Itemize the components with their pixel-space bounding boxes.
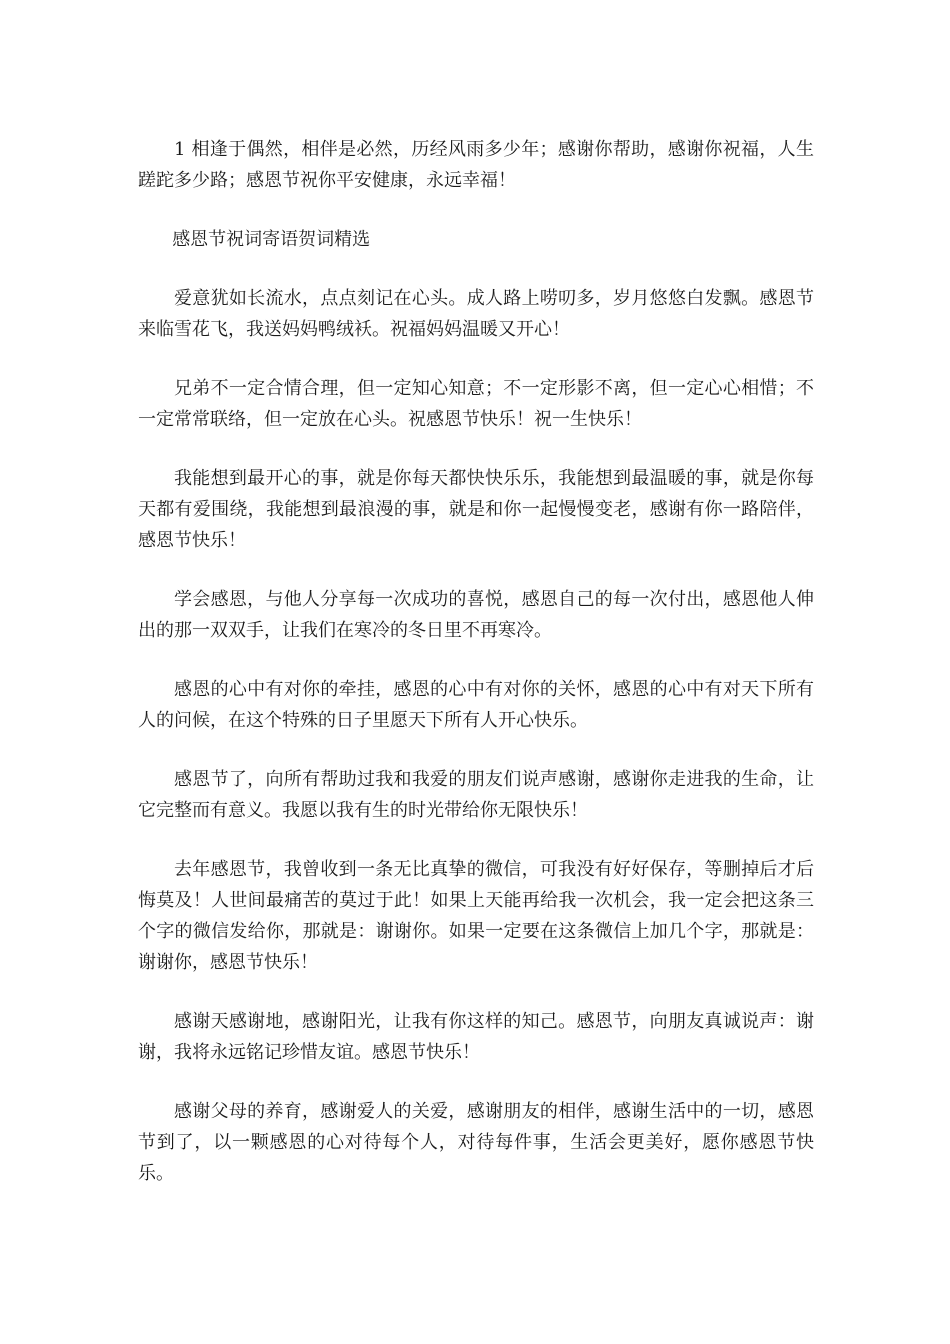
paragraph-8: 去年感恩节，我曾收到一条无比真挚的微信，可我没有好好保存，等删掉后才后悔莫及！人世间最痛苦的莫过于此！如果上天能再给我一次机会，我一定会把这条三个字的微信发给你，那就是：谢谢你。如果一定要在这条微信上加几个字，那就是：谢谢你，感恩节快乐！: [138, 859, 814, 973]
section-heading: 感恩节祝词寄语贺词精选: [172, 229, 371, 250]
paragraph-5: 学会感恩，与他人分享每一次成功的喜悦，感恩自己的每一次付出，感恩他人伸出的那一双双手，让我们在寒冷的冬日里不再寒冷。: [138, 589, 814, 641]
paragraph-10: 感谢父母的养育，感谢爱人的关爱，感谢朋友的相伴，感谢生活中的一切，感恩节到了，以一颗感恩的心对待每个人，对待每件事，生活会更美好，愿你感恩节快乐。: [138, 1101, 814, 1184]
paragraph-9: 感谢天感谢地，感谢阳光，让我有你这样的知己。感恩节，向朋友真诚说声：谢谢，我将永远铭记珍惜友谊。感恩节快乐！: [138, 1011, 814, 1063]
paragraph-1: 1 相逢于偶然，相伴是必然，历经风雨多少年；感谢你帮助，感谢你祝福，人生蹉跎多少路；感恩节祝你平安健康，永远幸福！: [138, 139, 814, 191]
paragraph-4: 我能想到最开心的事，就是你每天都快快乐乐，我能想到最温暖的事，就是你每天都有爱围绕，我能想到最浪漫的事，就是和你一起慢慢变老，感谢有你一路陪伴，感恩节快乐！: [138, 468, 814, 551]
paragraph-6: 感恩的心中有对你的牵挂，感恩的心中有对你的关怀，感恩的心中有对天下所有人的问候，在这个特殊的日子里愿天下所有人开心快乐。: [138, 679, 814, 731]
paragraph-7: 感恩节了，向所有帮助过我和我爱的朋友们说声感谢，感谢你走进我的生命，让它完整而有意义。我愿以我有生的时光带给你无限快乐！: [138, 769, 814, 821]
document-body: [138, 134, 814, 1217]
paragraph-3: 兄弟不一定合情合理，但一定知心知意；不一定形影不离，但一定心心相惜；不一定常常联络，但一定放在心头。祝感恩节快乐！祝一生快乐！: [138, 378, 814, 430]
paragraph-2: 爱意犹如长流水，点点刻记在心头。成人路上唠叨多，岁月悠悠白发飘。感恩节来临雪花飞，我送妈妈鸭绒袄。祝福妈妈温暖又开心！: [138, 288, 814, 340]
